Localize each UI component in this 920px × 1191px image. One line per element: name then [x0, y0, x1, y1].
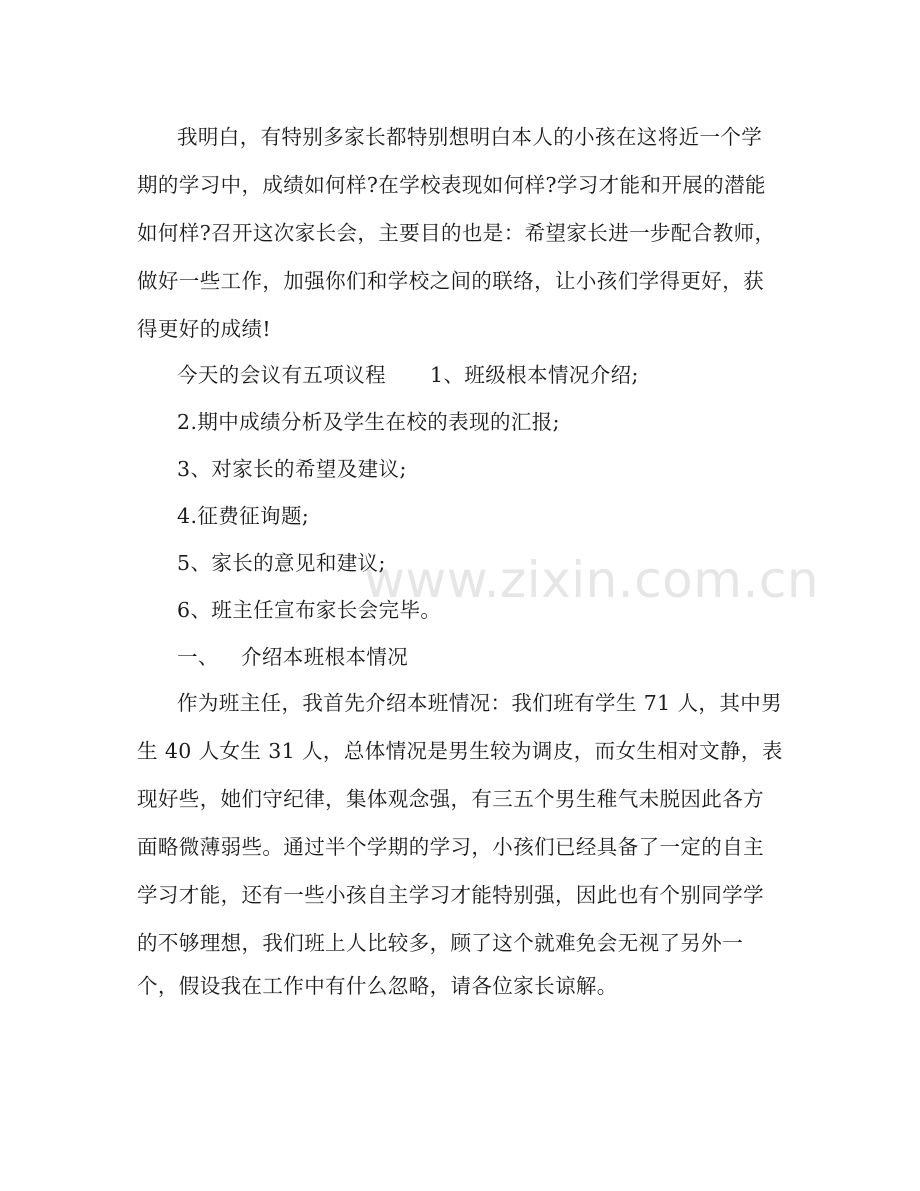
paragraph-1-line-5: 得更好的成绩! — [137, 317, 272, 341]
paragraph-2-line-2: 生 40 人女生 31 人，总体情况是男生较为调皮，而女生相对文静，表 — [137, 739, 783, 763]
paragraph-2-line-4: 面略微薄弱些。通过半个学期的学习，小孩们已经具备了一定的自主 — [137, 835, 764, 859]
paragraph-2-line-1: 作为班主任，我首先介绍本班情况：我们班有学生 71 人，其中男 — [177, 691, 783, 715]
agenda-item-3: 3、对家长的希望及建议; — [177, 457, 407, 481]
paragraph-1-line-3: 如何样?召开这次家长会，主要目的也是：希望家长进一步配合教师， — [137, 221, 776, 245]
agenda-item-6: 6、班主任宣布家长会完毕。 — [177, 598, 442, 622]
agenda-item-5: 5、家长的意见和建议; — [177, 551, 386, 575]
section-1-number: 一、 — [177, 645, 219, 669]
paragraph-2-line-6: 的不够理想，我们班上人比较多，顾了这个就难免会无视了另外一 — [137, 931, 744, 955]
paragraph-2-line-3: 现好些，她们守纪律，集体观念强，有三五个男生稚气未脱因此各方 — [137, 787, 764, 811]
watermark: www.zixin.com.cn — [364, 551, 820, 609]
paragraph-1-line-4: 做好一些工作，加强你们和学校之间的联络，让小孩们学得更好，获 — [137, 269, 764, 293]
section-1-title: 介绍本班根本情况 — [241, 645, 409, 669]
agenda-item-1: 1、班级根本情况介绍; — [430, 363, 639, 387]
paragraph-1-line-1: 我明白，有特别多家长都特别想明白本人的小孩在这将近一个学 — [177, 125, 763, 149]
agenda-intro: 今天的会议有五项议程 — [177, 363, 386, 387]
paragraph-1-line-2: 期的学习中，成绩如何样?在学校表现如何样?学习才能和开展的潜能 — [137, 173, 766, 197]
agenda-item-2: 2.期中成绩分析及学生在校的表现的汇报; — [177, 410, 560, 434]
paragraph-2-line-5: 学习才能，还有一些小孩自主学习才能特别强，因此也有个别同学学 — [137, 883, 764, 907]
agenda-item-4: 4.征费征询题; — [177, 504, 310, 528]
paragraph-2-line-7: 个，假设我在工作中有什么忽略，请各位家长谅解。 — [137, 974, 618, 998]
